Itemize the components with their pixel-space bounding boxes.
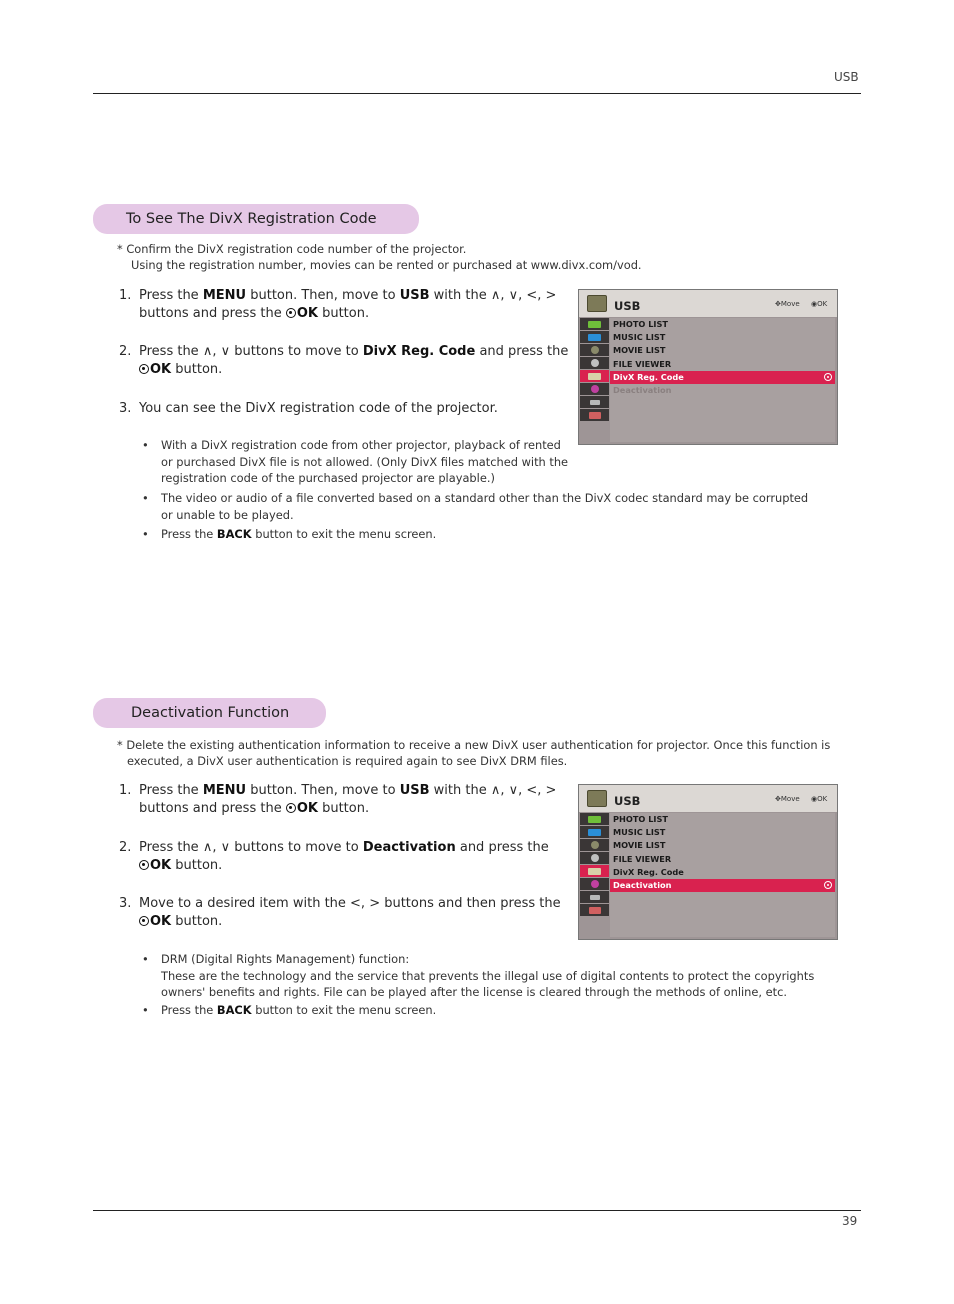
move-hint: ✥Move: [775, 300, 800, 308]
step-1: 1. Press the MENU button. Then, move to USB with the ∧, ∨, <, > buttons and press the OK button.: [119, 783, 557, 816]
osd-item-divx-reg-code[interactable]: DivX Reg. Code: [613, 866, 684, 877]
setup-icon: [580, 891, 609, 903]
osd-item-list: [610, 318, 835, 442]
step-2: 2. Press the ∧, ∨ buttons to move to Deactivation and press the OK button.: [119, 840, 549, 873]
picture-icon: [580, 813, 609, 825]
step-3: 3. Move to a desired item with the <, > buttons and then press the OK button.: [119, 896, 561, 929]
ok-button-icon: [286, 803, 296, 813]
osd-header: [579, 785, 837, 812]
usb-menu-screenshot: [578, 784, 838, 940]
header-rule: [93, 93, 861, 94]
osd-title: USB: [614, 794, 641, 808]
screen-icon: [580, 409, 609, 421]
option-icon: [580, 852, 609, 864]
osd-item-file-viewer[interactable]: FILE VIEWER: [613, 853, 672, 864]
ok-button-icon: [286, 308, 296, 318]
osd-category-icons: [580, 318, 609, 422]
footer-rule: [93, 1210, 861, 1211]
osd-item-list: [610, 813, 835, 937]
setup-icon: [580, 396, 609, 408]
section-note-line1: * Delete the existing authentication information to receive a new DivX user authentication for projector. Once this function is: [117, 738, 831, 752]
input-icon: [580, 383, 609, 395]
ok-button-icon: [139, 860, 149, 870]
section-title-pill: [93, 204, 419, 234]
header-section-label: USB: [834, 70, 859, 84]
input-icon: [580, 878, 609, 890]
osd-header: [579, 290, 837, 317]
section-title: Deactivation Function: [131, 705, 290, 721]
usb-icon: [580, 865, 609, 877]
step-3: 3. You can see the DivX registration code of the projector.: [119, 401, 498, 416]
osd-item-deactivation[interactable]: Deactivation: [610, 879, 835, 892]
time-icon: [580, 839, 609, 851]
usb-icon: [580, 370, 609, 382]
bullet-1: • DRM (Digital Rights Management) function: These are the technology and the service that prevents the illegal use of digital contents to protect the copyrights owners' benefits and rights. File can be played after the license is cleared through the methods of online, etc.: [142, 952, 815, 999]
page-number: 39: [842, 1214, 858, 1228]
bullet-2: • Press the BACK button to exit the menu screen.: [142, 1003, 437, 1017]
section-note-line2: Using the registration number, movies can be rented or purchased at www.divx.com/vod.: [131, 258, 642, 272]
osd-item-photo-list[interactable]: PHOTO LIST: [613, 814, 668, 824]
osd-item-music-list[interactable]: MUSIC LIST: [613, 827, 666, 838]
bullet-3: • Press the BACK button to exit the menu screen.: [142, 527, 437, 541]
osd-item-divx-reg-code[interactable]: DivX Reg. Code: [610, 371, 835, 384]
osd-title: USB: [614, 299, 641, 313]
section-note-line2: executed, a DivX user authentication is required again to see DivX DRM files.: [127, 754, 568, 768]
usb-menu-icon: [587, 295, 607, 312]
step-1: 1. Press the MENU button. Then, move to USB with the ∧, ∨, <, > buttons and press the OK button.: [119, 288, 557, 321]
option-icon: [580, 357, 609, 369]
bullet-1: • With a DivX registration code from other projector, playback of rented or purchased DivX file is not allowed. (Only DivX files matched with the registration code of the purchased projector are playable.): [142, 438, 569, 485]
usb-menu-screenshot: [578, 289, 838, 445]
bullet-2: • The video or audio of a file converted based on a standard other than the DivX codec standard may be corrupted or unable to be played.: [142, 491, 809, 522]
ok-icon: [824, 881, 832, 889]
osd-item-movie-list[interactable]: MOVIE LIST: [613, 345, 666, 356]
usb-menu-icon: [587, 790, 607, 807]
time-icon: [580, 344, 609, 356]
osd-item-deactivation[interactable]: Deactivation: [613, 384, 672, 395]
ok-button-icon: [139, 364, 149, 374]
section-note-line1: * Confirm the DivX registration code number of the projector.: [117, 242, 467, 256]
section-title-pill: [93, 698, 326, 728]
ok-hint: ◉OK: [811, 795, 828, 803]
osd-item-photo-list[interactable]: PHOTO LIST: [613, 319, 668, 329]
ok-button-icon: [139, 916, 149, 926]
audio-icon: [580, 826, 609, 838]
osd-category-icons: [580, 813, 609, 917]
audio-icon: [580, 331, 609, 343]
ok-icon: [824, 373, 832, 381]
step-2: 2. Press the ∧, ∨ buttons to move to DivX Reg. Code and press the OK button.: [119, 344, 569, 377]
section-title: To See The DivX Registration Code: [126, 211, 377, 227]
osd-item-music-list[interactable]: MUSIC LIST: [613, 332, 666, 343]
osd-item-file-viewer[interactable]: FILE VIEWER: [613, 358, 672, 369]
screen-icon: [580, 904, 609, 916]
osd-item-movie-list[interactable]: MOVIE LIST: [613, 840, 666, 851]
picture-icon: [580, 318, 609, 330]
move-hint: ✥Move: [775, 795, 800, 803]
ok-hint: ◉OK: [811, 300, 828, 308]
